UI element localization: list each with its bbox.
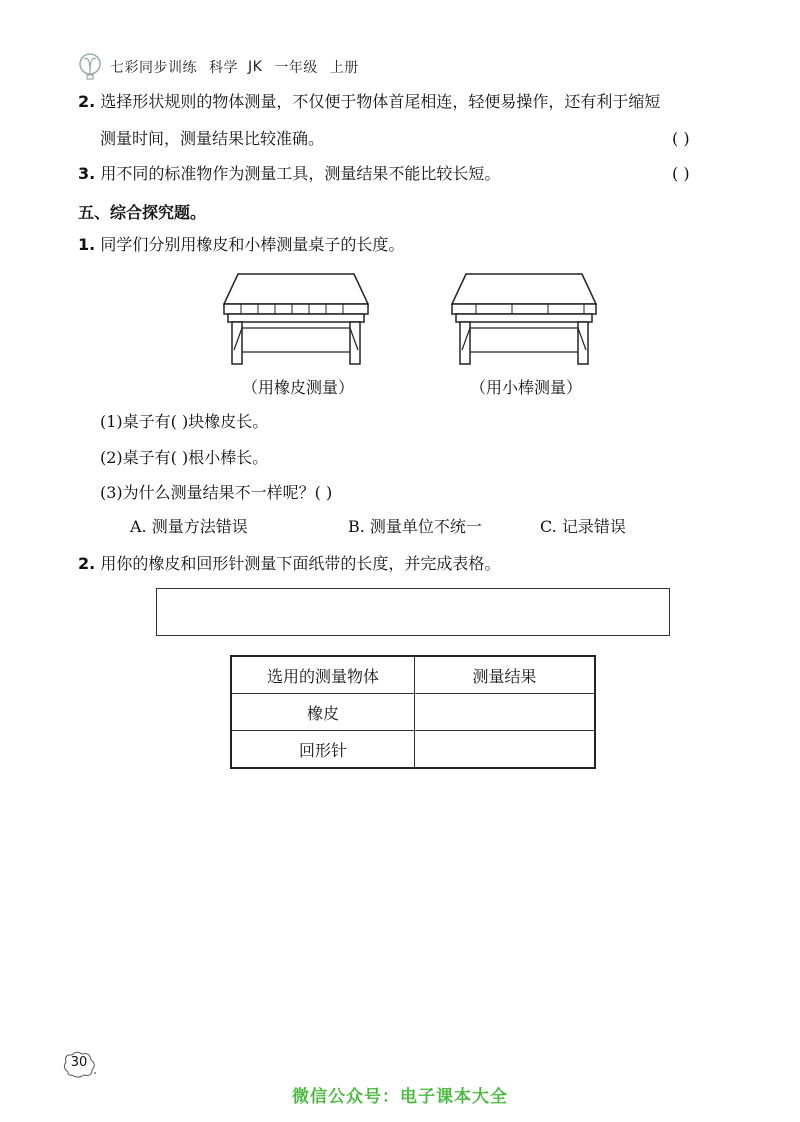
tf-item-2 [78,90,660,114]
column-header-object: 选用的测量物体 [231,656,415,694]
question-2 [78,552,500,576]
row-result-cell[interactable] [415,731,596,769]
table-row [231,694,595,731]
question-text: 用你的橡皮和回形针测量下面纸带的长度，并完成表格。 [100,554,501,573]
header-grade: 一年级 [274,60,318,76]
question-number: 2. [78,554,96,573]
option-a[interactable]: A. 测量方法错误 [130,517,248,536]
column-header-result: 测量结果 [415,656,596,694]
section-title: 五、综合探究题。 [78,203,207,222]
option-c[interactable]: C. 记录错误 [540,517,626,536]
desk-eraser-illustration [220,270,372,370]
answer-blank[interactable]: ( ) [672,129,690,148]
tf-item-2-line2: 测量时间，测量结果比较准确。 [100,129,325,148]
item-text-line1: 选择形状规则的物体测量，不仅便于物体首尾相连，轻便易操作，还有利于缩短 [100,92,661,111]
sub-question-2: (2)桌子有( )根小棒长。 [100,448,269,467]
sub-question-3: (3)为什么测量结果不一样呢？( ) [100,483,333,502]
header-edition: JK [248,59,263,75]
item-number: 3. [78,164,96,183]
paper-tape [156,588,670,636]
measurement-table [230,655,596,769]
page-number: 30 [70,1055,88,1070]
tf-item-3 [78,162,500,186]
header-subject: 科学 [209,60,238,76]
page-header [78,52,359,82]
question-1 [78,233,404,257]
balloon-logo-icon [78,53,102,81]
row-result-cell[interactable] [415,694,596,731]
option-b[interactable]: B. 测量单位不统一 [348,517,482,536]
header-series: 七彩同步训练 [110,60,197,76]
header-term: 上册 [329,60,359,76]
table-row [231,731,595,769]
item-text-line1: 用不同的标准物作为测量工具，测量结果不能比较长短。 [100,164,501,183]
item-number: 2. [78,92,96,111]
row-object: 回形针 [231,731,415,769]
answer-blank[interactable]: ( ) [672,164,690,183]
desk-stick-illustration [448,270,600,370]
row-object: 橡皮 [231,694,415,731]
footer-watermark: 微信公众号：电子课本大全 [292,1087,508,1107]
question-number: 1. [78,235,96,254]
caption-eraser: （用橡皮测量） [241,378,354,397]
table-header-row [231,656,595,694]
sub-question-1: (1)桌子有( )块橡皮长。 [100,412,269,431]
caption-stick: （用小棒测量） [469,378,582,397]
question-text: 同学们分别用橡皮和小棒测量桌子的长度。 [100,235,405,254]
